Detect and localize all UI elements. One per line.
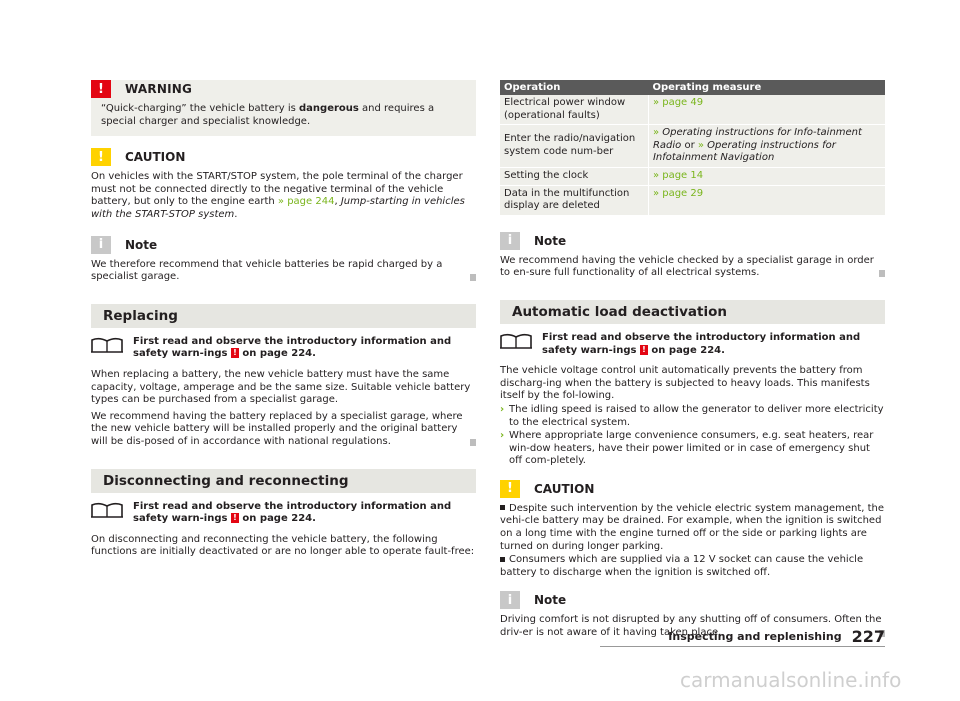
footer-section-title: Inspecting and replenishing (668, 629, 842, 643)
list-item: Consumers which are supplied via a 12 V socket can cause the vehicle battery to discharge when the ignition is switched off. (500, 554, 864, 578)
page-link[interactable]: » page 244 (277, 196, 335, 208)
section-title-disconnecting: Disconnecting and reconnecting (91, 469, 476, 493)
first-read-notice (500, 332, 885, 357)
caution-header (500, 480, 885, 498)
page-link[interactable]: » page 14 (648, 167, 885, 185)
table-row (500, 167, 885, 185)
watermark-text: carmanualsonline.info (680, 668, 902, 692)
note-title: Note (125, 237, 158, 252)
table-cell: Data in the multifunction display are deleted (500, 185, 648, 215)
paragraph: The vehicle voltage control unit automatically prevents the battery from discharg-ing when the battery is subjected to heavy loads. This manifests itself by the fol-lowing. (500, 365, 870, 402)
warning-small-icon: ! (231, 513, 239, 523)
page-footer (600, 628, 885, 644)
first-read-notice (91, 336, 476, 361)
table-cell: » Operating instructions for Info-tainment Radio or » Operating instructions for Infotainment Navigation (648, 125, 885, 168)
page-link[interactable]: » page 29 (648, 185, 885, 215)
warning-text: “Quick-charging” the vehicle battery is dangerous and requires a special charger and specialist knowledge. (101, 103, 435, 127)
caution-text: On vehicles with the START/STOP system, the pole terminal of the charger must not be connected directly to the negative terminal of the vehicle battery, but only to the engine earth » page 244, Jump-starting in vehicles with the START-STOP system. (91, 171, 465, 220)
note-header (500, 232, 885, 250)
caution-title: CAUTION (125, 150, 186, 165)
note-title: Note (534, 593, 567, 608)
note-text: Driving comfort is not disrupted by any shutting off of consumers. Often the driv-er is not aware of it having taken place. (500, 614, 885, 639)
table-row (500, 95, 885, 125)
table-cell: Setting the clock (500, 167, 648, 185)
table-header-measure: Operating measure (648, 80, 885, 95)
footer-divider (600, 646, 885, 647)
page-number: 227 (851, 626, 885, 646)
bullet-square-icon (500, 505, 505, 510)
table-header-operation: Operation (500, 80, 648, 95)
paragraph: When replacing a battery, the new vehicle battery must have the same capacity, voltage, amperage and be the same size. Suitable vehicle battery types can be purchased from a specialist garage. (91, 368, 471, 406)
page-link[interactable]: » (697, 139, 704, 151)
arrow-list (500, 404, 885, 468)
first-read-text: First read and observe the introductory information and safety warn-ings ! on page 224. (542, 331, 861, 356)
info-icon: i (91, 236, 111, 254)
book-icon (91, 502, 123, 518)
right-column (500, 80, 885, 640)
first-read-notice (91, 501, 476, 526)
note-header (500, 591, 885, 609)
list-item: › Where appropriate large convenience consumers, e.g. seat heaters, rear win-dow heaters, have their power limited or in case of emergency shut off com-pletely. (500, 430, 885, 468)
square-list (500, 503, 885, 580)
paragraph: On disconnecting and reconnecting the vehicle battery, the following functions are initially deactivated or are no longer able to operate fault-free: (91, 533, 475, 558)
table-row (500, 185, 885, 215)
warning-header (91, 80, 466, 98)
page-link[interactable]: » (652, 127, 660, 139)
section-title-replacing: Replacing (91, 304, 476, 328)
end-marker (470, 274, 476, 281)
info-icon: i (500, 591, 520, 609)
list-item: Despite such intervention by the vehicle electric system management, the vehi-cle battery may be drained. For example, when the ignition is switched on a long time with the engine turned off or the side or parking lights are turned on during longer parking. (500, 502, 885, 552)
table-cell: Enter the radio/navigation system code num-ber (500, 125, 648, 168)
left-column (91, 80, 476, 559)
note-header (91, 236, 476, 254)
operations-table (500, 80, 885, 216)
info-icon: i (500, 232, 520, 250)
note-title: Note (534, 233, 567, 248)
page-link[interactable]: » page 49 (648, 95, 885, 125)
table-row (500, 125, 885, 168)
first-read-text: First read and observe the introductory information and safety warn-ings ! on page 224. (133, 500, 452, 525)
warning-icon: ! (91, 80, 111, 98)
warning-small-icon: ! (640, 345, 648, 355)
caution-icon: ! (91, 148, 111, 166)
caution-title: CAUTION (534, 481, 595, 496)
caution-icon: ! (500, 480, 520, 498)
list-item: › The idling speed is raised to allow the generator to deliver more electricity to the electrical system. (500, 404, 885, 429)
warning-title: WARNING (125, 82, 193, 96)
book-icon (91, 337, 123, 353)
first-read-text: First read and observe the introductory information and safety warn-ings ! on page 224. (133, 335, 452, 360)
book-icon (500, 333, 532, 349)
note-text: We therefore recommend that vehicle batteries be rapid charged by a specialist garage. (91, 259, 476, 284)
section-title-automatic-load: Automatic load deactivation (500, 300, 885, 324)
bullet-square-icon (500, 557, 505, 562)
warning-box (91, 80, 476, 136)
table-cell: Electrical power window (operational faults) (500, 95, 648, 125)
warning-small-icon: ! (231, 348, 239, 358)
caution-header (91, 148, 476, 166)
end-marker (470, 439, 476, 446)
end-marker (879, 270, 885, 277)
note-text: We recommend having the vehicle checked by a specialist garage in order to en-sure full functionality of all electrical systems. (500, 255, 885, 280)
paragraph: We recommend having the battery replaced by a specialist garage, where the new vehicle battery will be installed properly and the original battery will be dis-posed of in accordance with national regulations. (91, 411, 476, 449)
